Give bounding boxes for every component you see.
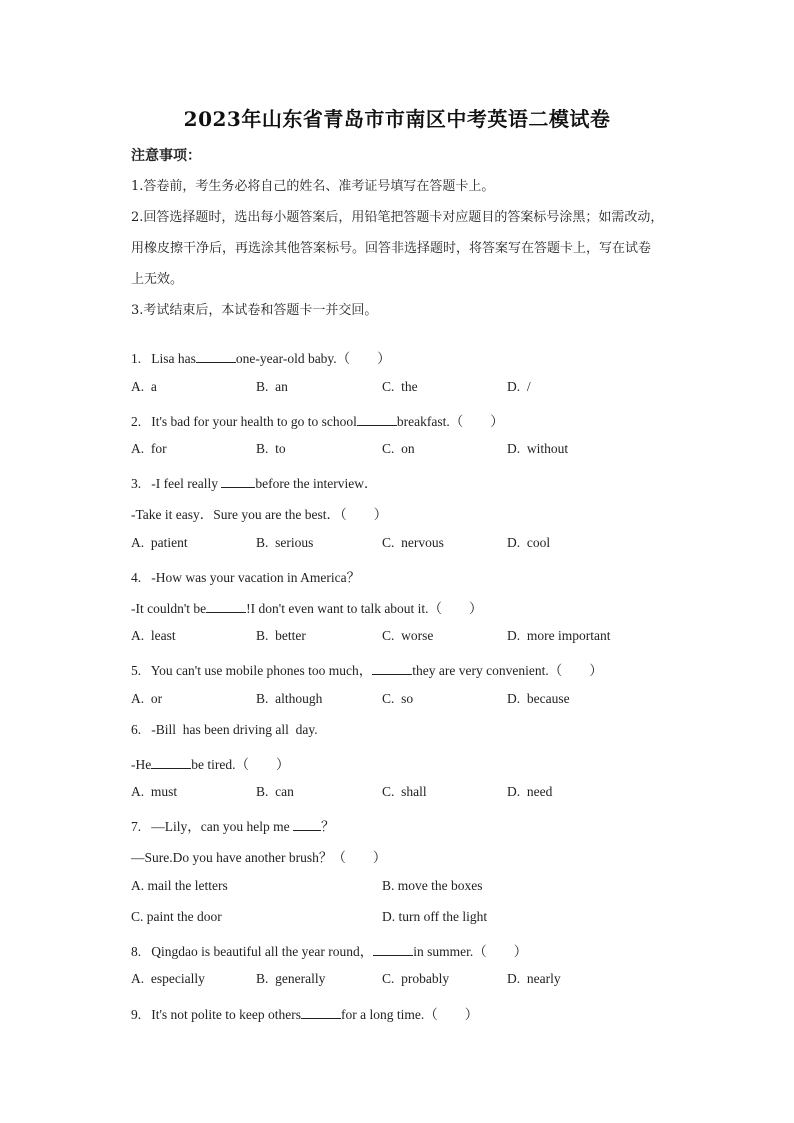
option-a: A. a bbox=[131, 379, 157, 394]
question-text: they are very convenient.（ ） bbox=[412, 663, 603, 678]
question-text: -It couldn't be bbox=[131, 601, 207, 616]
question-number: 4. bbox=[131, 570, 142, 585]
question-number: 2. bbox=[131, 414, 142, 429]
option-d: D. need bbox=[507, 784, 553, 799]
option-d: D. turn off the light bbox=[382, 909, 488, 924]
notice-heading: 注意事项： bbox=[131, 148, 201, 164]
options-row bbox=[131, 878, 691, 898]
question-text: !I don't even want to talk about it.（ ） bbox=[246, 601, 483, 616]
page-title: 2023年山东省青岛市市南区中考英语二模试卷 bbox=[183, 107, 611, 131]
question-text: —Lily，can you help me bbox=[151, 819, 293, 834]
option-b: B. can bbox=[256, 784, 294, 799]
option-a: A. for bbox=[131, 441, 167, 456]
option-c: C. shall bbox=[382, 784, 427, 799]
option-d: D. more important bbox=[507, 628, 611, 643]
notice-item: 2.回答选择题时，选出每小题答案后，用铅笔把答题卡对应题目的答案标号涂黑；如需改动， bbox=[131, 210, 664, 225]
question-6 bbox=[131, 722, 318, 738]
option-d: D. cool bbox=[507, 535, 551, 550]
option-c: C. on bbox=[382, 441, 415, 456]
option-b: B. serious bbox=[256, 535, 314, 550]
question-text: Qingdao is beautiful all the year round， bbox=[151, 944, 374, 959]
question-number: 3. bbox=[131, 476, 142, 491]
option-a: A. must bbox=[131, 784, 178, 799]
question-number: 7. bbox=[131, 819, 142, 834]
question-text: -Bill has been driving all day. bbox=[151, 722, 318, 737]
notice-item: 1.答卷前，考生务必将自己的姓名、准考证号填写在答题卡上。 bbox=[131, 179, 495, 194]
option-c: C. nervous bbox=[382, 535, 444, 550]
options-row bbox=[131, 379, 691, 399]
question-4 bbox=[131, 566, 360, 586]
question-text: -How was your vacation in America？ bbox=[151, 570, 361, 585]
answer-blank bbox=[301, 1006, 341, 1019]
question-number: 5. bbox=[131, 663, 142, 678]
question-text: for a long time.（ ） bbox=[341, 1007, 479, 1022]
question-number: 9. bbox=[131, 1007, 142, 1022]
option-c: C. paint the door bbox=[131, 909, 222, 924]
options-row bbox=[131, 784, 691, 804]
question-2 bbox=[131, 410, 504, 430]
option-a: A. least bbox=[131, 628, 176, 643]
options-row bbox=[131, 909, 691, 929]
option-a: A. or bbox=[131, 691, 163, 706]
question-7-line-2: —Sure.Do you have another brush？（ ） bbox=[131, 850, 387, 865]
answer-blank bbox=[206, 600, 246, 613]
option-a: A. especially bbox=[131, 971, 205, 986]
answer-blank bbox=[221, 475, 255, 488]
options-row bbox=[131, 971, 691, 991]
notice-item: 上无效。 bbox=[131, 272, 184, 287]
question-text: in summer.（ ） bbox=[413, 944, 528, 959]
options-row bbox=[131, 691, 691, 711]
option-a: A. mail the letters bbox=[131, 878, 228, 893]
question-text: It's bad for your health to go to school bbox=[151, 414, 357, 429]
answer-blank bbox=[357, 413, 397, 426]
option-d: D. because bbox=[507, 691, 570, 706]
notice-item: 用橡皮擦干净后，再选涂其他答案标号。回答非选择题时，将答案写在答题卡上，写在试卷 bbox=[131, 241, 652, 256]
option-b: B. generally bbox=[256, 971, 326, 986]
answer-blank bbox=[373, 943, 413, 956]
question-9 bbox=[131, 1003, 478, 1023]
option-b: B. to bbox=[256, 441, 286, 456]
notice-item: 3.考试结束后，本试卷和答题卡一并交回。 bbox=[131, 303, 378, 318]
answer-blank bbox=[372, 662, 412, 675]
question-3-line-2: -Take it easy．Sure you are the best．（ ） bbox=[131, 507, 388, 522]
question-text: It's not polite to keep others bbox=[151, 1007, 302, 1022]
question-text: before the interview． bbox=[255, 476, 378, 491]
option-c: C. probably bbox=[382, 971, 450, 986]
option-c: C. worse bbox=[382, 628, 434, 643]
answer-blank bbox=[196, 350, 236, 363]
answer-blank bbox=[293, 818, 321, 831]
question-5 bbox=[131, 659, 603, 679]
option-b: B. better bbox=[256, 628, 306, 643]
question-7 bbox=[131, 815, 334, 835]
question-6-line-2 bbox=[131, 753, 289, 773]
question-text: one-year-old baby.（ ） bbox=[235, 351, 391, 366]
question-8 bbox=[131, 940, 527, 960]
option-b: B. an bbox=[256, 379, 288, 394]
question-number: 6. bbox=[131, 722, 142, 737]
options-row bbox=[131, 628, 691, 648]
option-d: D. nearly bbox=[507, 971, 561, 986]
question-number: 1. bbox=[131, 351, 142, 366]
question-text: be tired.（ ） bbox=[191, 757, 290, 772]
option-d: D. without bbox=[507, 441, 569, 456]
question-number: 8. bbox=[131, 944, 142, 959]
question-text: breakfast.（ ） bbox=[396, 414, 504, 429]
question-3 bbox=[131, 472, 378, 492]
option-a: A. patient bbox=[131, 535, 188, 550]
option-b: B. although bbox=[256, 691, 323, 706]
option-c: C. the bbox=[382, 379, 418, 394]
question-text: You can't use mobile phones too much， bbox=[150, 663, 373, 678]
question-text: -He bbox=[131, 757, 152, 772]
options-row bbox=[131, 535, 691, 555]
question-text: ？ bbox=[320, 819, 335, 834]
question-1 bbox=[131, 347, 391, 367]
question-4-line-2 bbox=[131, 597, 483, 617]
question-text: -I feel really bbox=[151, 476, 222, 491]
option-d: D. / bbox=[507, 379, 531, 394]
option-c: C. so bbox=[382, 691, 414, 706]
question-text: Lisa has bbox=[151, 351, 196, 366]
option-b: B. move the boxes bbox=[382, 878, 483, 893]
options-row bbox=[131, 441, 691, 461]
answer-blank bbox=[151, 756, 191, 769]
